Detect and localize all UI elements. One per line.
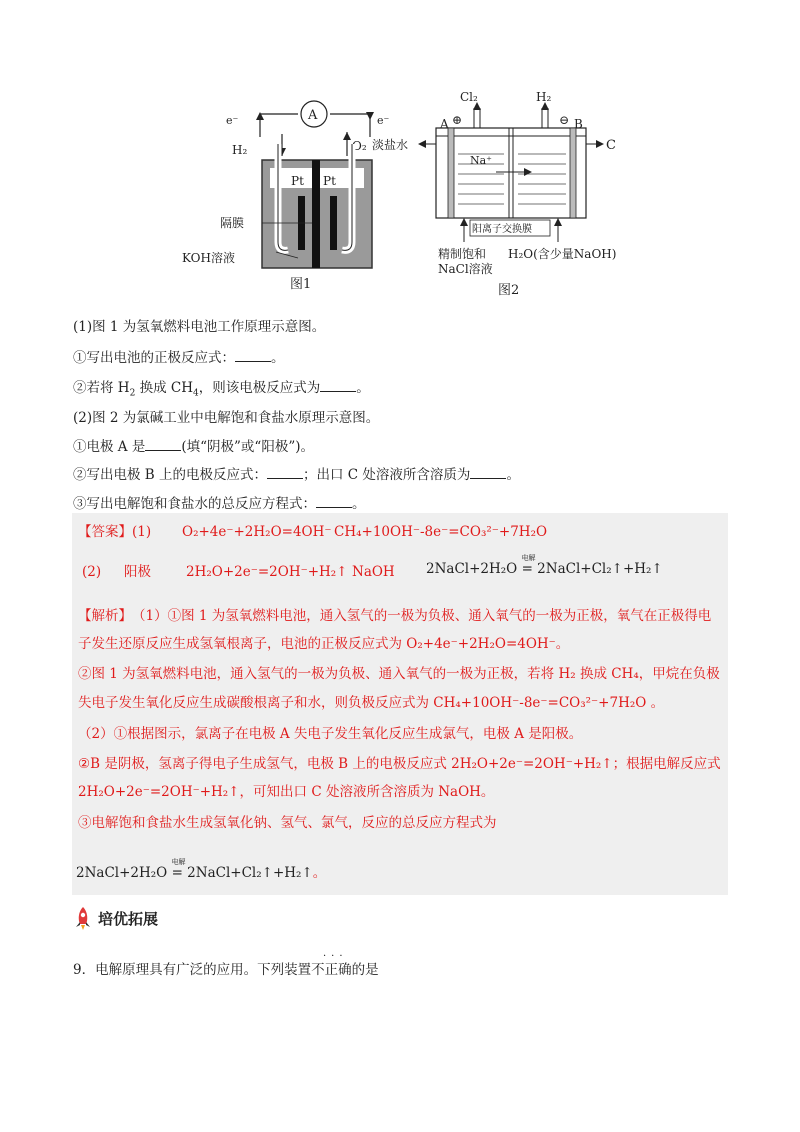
answer-yangji: 阳极 [124, 564, 151, 580]
question-1-intro: (1)图 1 为氢氧燃料电池工作原理示意图。 [73, 319, 326, 335]
svg-text:H₂: H₂ [232, 143, 248, 157]
svg-text:KOH溶液: KOH溶液 [182, 251, 235, 265]
svg-text:阳离子交换膜: 阳离子交换膜 [472, 224, 532, 235]
analysis-line-7: 2H₂O+2e⁻=2OH⁻+H₂↑，可知出口 C 处溶液所含溶质为 NaOH。 [78, 784, 495, 800]
answer-blank [316, 495, 352, 508]
svg-text:C: C [606, 138, 616, 153]
svg-text:淡盐水: 淡盐水 [372, 138, 409, 152]
question-2-intro: (2)图 2 为氯碱工业中电解饱和食盐水原理示意图。 [73, 410, 380, 426]
figure-2-electrolysis [368, 92, 638, 302]
answer-blank [267, 466, 303, 479]
question-1b: ②若将 $H_2$ 换成 $CH_4$，则该电极反应式为 。 [73, 380, 370, 399]
answer-blank [470, 466, 506, 479]
svg-text:Na⁺: Na⁺ [470, 154, 492, 167]
svg-text:H₂: H₂ [536, 90, 552, 104]
question-1a: ①写出电池的正极反应式： 。 [73, 350, 285, 366]
svg-text:e⁻: e⁻ [226, 114, 239, 127]
analysis-line-4: 失电子发生氧化反应生成碳酸根离子和水，则负极反应式为 CH₄+10OH⁻-8e⁻=CO₃²⁻+7H₂O 。 [78, 695, 665, 711]
svg-text:H₂O(含少量NaOH): H₂O(含少量NaOH) [508, 247, 617, 261]
svg-text:O₂: O₂ [352, 139, 367, 153]
analysis-line-5: （2）①根据图示，氯离子在电极 A 失电子发生氧化反应生成氯气，电极 A 是阳极。 [78, 726, 583, 742]
figures-area [182, 90, 640, 307]
question-2c: ③写出电解饱和食盐水的总反应方程式： 。 [73, 496, 366, 512]
svg-text:A: A [440, 117, 449, 131]
analysis-line-3: ②图 1 为氢氧燃料电池，通入氢气的一极为负极、通入氧气的一极为正极，若将 H₂ 换成 CH₄，甲烷在负极 [78, 666, 720, 682]
svg-text:图1: 图1 [290, 277, 312, 292]
question-2a: ①电极 A 是 (填“阴极”或“阳极”)。 [73, 439, 314, 455]
section-title: 培优拓展 [98, 909, 159, 928]
analysis-line-1: （1）①图 1 为氢氧燃料电池，通入氢气的一极为负极、通入氧气的一极为正极，氧气在正极得电 [132, 608, 712, 624]
section-header [74, 906, 158, 930]
emphasis-dots: ··· [323, 951, 348, 962]
svg-text:精制饱和: 精制饱和 [438, 247, 487, 261]
answer-blank [320, 379, 356, 392]
answer-n2: (2) [82, 564, 102, 580]
answer-label: 【答案】 [78, 524, 132, 540]
question-2b: ②写出电极 B 上的电极反应式： ；出口 C 处溶液所含溶质为 。 [73, 467, 520, 483]
svg-text:Cl₂: Cl₂ [460, 90, 478, 104]
answer-eq4: 2NaCl+2H₂O 电解 = 2NaCl+Cl₂↑+H₂↑ [426, 554, 663, 577]
answer-eq2: CH₄+10OH⁻-8e⁻=CO₃²⁻+7H₂O [334, 524, 548, 540]
svg-text:e⁻: e⁻ [377, 114, 390, 127]
analysis-line-8: ③电解饱和食盐水生成氢氧化钠、氢气、氯气，反应的总反应方程式为 [78, 815, 497, 831]
svg-text:NaCl溶液: NaCl溶液 [438, 262, 493, 276]
analysis-equation: 2NaCl+2H₂O 电解 = 2NaCl+Cl₂↑+H₂↑。 [76, 858, 327, 881]
analysis-line-2: 子发生还原反应生成氢氧根离子，电池的正极反应式为 O₂+4e⁻+2H₂O=4OH⁻。 [78, 636, 570, 652]
svg-text:隔膜: 隔膜 [220, 216, 245, 230]
answer-eq1: O₂+4e⁻+2H₂O=4OH⁻ [182, 524, 332, 540]
svg-text:Pt: Pt [323, 174, 336, 188]
svg-text:图2: 图2 [498, 283, 520, 298]
analysis-label: 【解析】 [78, 608, 132, 624]
analysis-line-6: ②B 是阴极，氢离子得电子生成氢气，电极 B 上的电极反应式 2H₂O+2e⁻=2OH⁻+H₂↑；根据电解反应式 [78, 756, 721, 772]
question-9: 9．电解原理具有广泛的应用。下列装置不正确的是 [73, 962, 379, 978]
answer-naoh: NaOH [352, 564, 395, 580]
rocket-icon [74, 906, 92, 930]
svg-text:Pt: Pt [291, 174, 304, 188]
svg-text:A: A [308, 108, 318, 123]
svg-text:B: B [574, 117, 583, 131]
answer-eq3: 2H₂O+2e⁻=2OH⁻+H₂↑ [186, 564, 348, 580]
answer-blank [145, 438, 181, 451]
answer-blank [235, 349, 271, 362]
answer-analysis-box [72, 513, 728, 895]
svg-text:⊕: ⊕ [452, 113, 463, 127]
answer-n1: (1) [132, 524, 152, 540]
svg-text:⊖: ⊖ [559, 113, 570, 127]
